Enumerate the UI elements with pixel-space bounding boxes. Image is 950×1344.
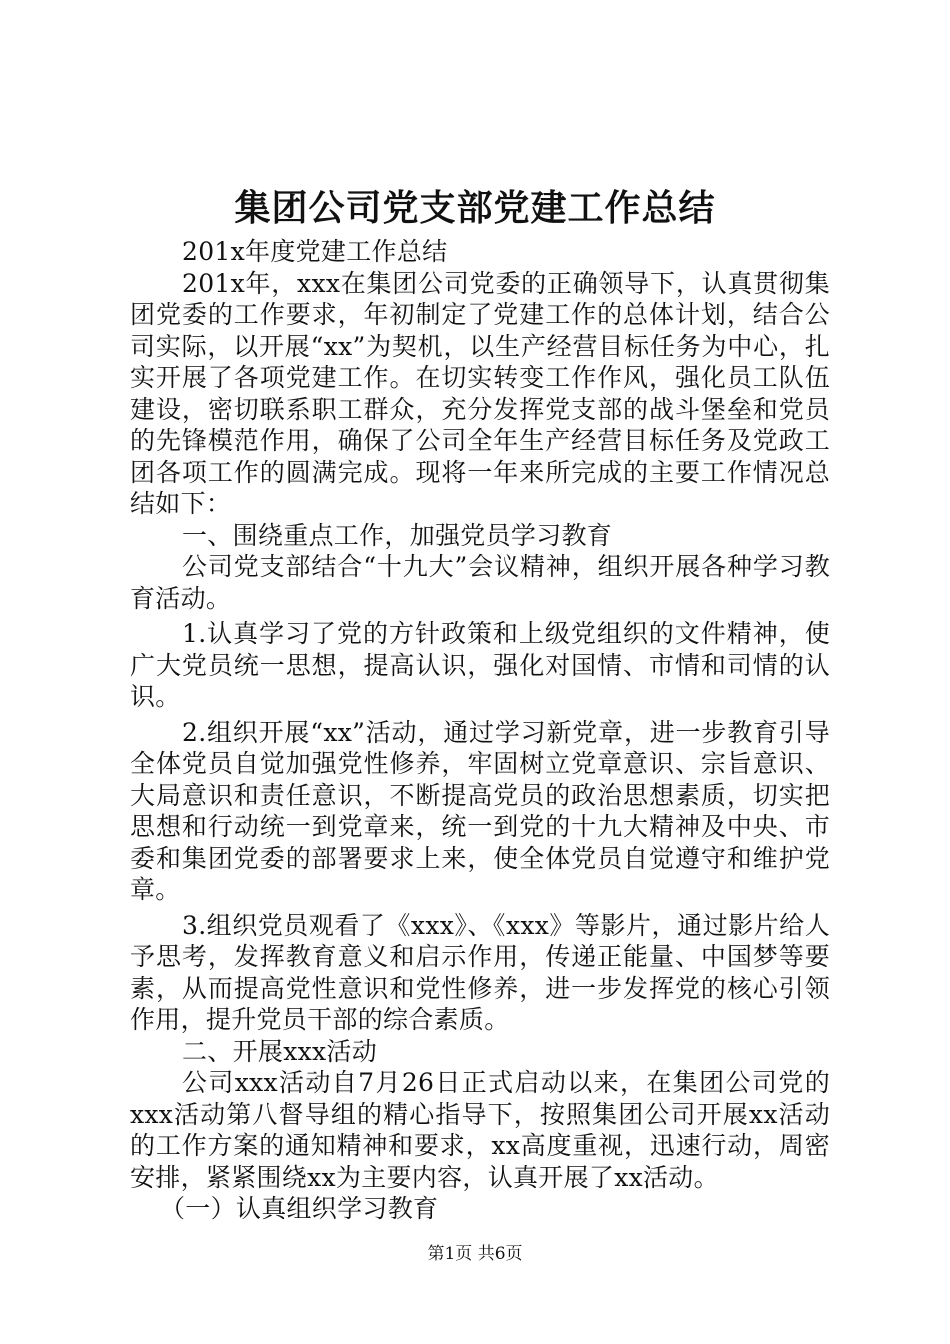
subsection-heading: （一）认真组织学习教育 bbox=[160, 1194, 439, 1223]
paragraph-intro: 201x年，xxx在集团公司党委的正确领导下，认真贯彻集团党委的工作要求，年初制定了党建工作的总体计划，结合公司实际，以开展“xx”为契机，以生产经营目标任务为中心，扎实开展了各项党建工作。在切实转变工作作风，强化员工队伍建设，密切联系职工群众，充分发挥党支部的战斗堡垒和党员的先锋模范作用，确保了公司全年生产经营目标任务及党政工团各项工作的圆满完成。现将一年来所完成的主要工作情况总结如下： bbox=[130, 268, 830, 518]
list-item-2: 2.组织开展“xx”活动，通过学习新党章，进一步教育引导全体党员自觉加强党性修养，牢固树立党章意识、宗旨意识、大局意识和责任意识，不断提高党员的政治思想素质，切实把思想和行动统一到党章来，统一到党的十九大精神及中央、市委和集团党委的部署要求上来，使全体党员自觉遵守和维护党章。 bbox=[130, 717, 830, 904]
list-item-3: 3.组织党员观看了《xxx》、《xxx》等影片，通过影片给人予思考，发挥教育意义和启示作用，传递正能量、中国梦等要素，从而提高党性意识和党性修养，进一步发挥党的核心引领作用，提升党员干部的综合素质。 bbox=[130, 910, 830, 1034]
list-item-1: 1.认真学习了党的方针政策和上级党组织的文件精神，使广大党员统一思想，提高认识，强化对国情、市情和司情的认识。 bbox=[130, 619, 830, 711]
section-heading-2: 二、开展xxx活动 bbox=[182, 1036, 377, 1066]
paragraph-subtitle: 201x年度党建工作总结 bbox=[182, 237, 448, 266]
page-number: 第1页 共6页 bbox=[427, 1244, 523, 1264]
document-title: 集团公司党支部党建工作总结 bbox=[234, 187, 716, 229]
section-heading-1: 一、围绕重点工作，加强党员学习教育 bbox=[182, 520, 613, 550]
paragraph: 公司党支部结合“十九大”会议精神，组织开展各种学习教育活动。 bbox=[130, 552, 830, 613]
paragraph: 公司xxx活动自7月26日正式启动以来，在集团公司党的xxx活动第八督导组的精心指导下，按照集团公司开展xx活动的工作方案的通知精神和要求，xx高度重视，迅速行动，周密安排，紧紧围绕xx为主要内容，认真开展了xx活动。 bbox=[130, 1068, 830, 1192]
document-body bbox=[130, 236, 830, 1225]
